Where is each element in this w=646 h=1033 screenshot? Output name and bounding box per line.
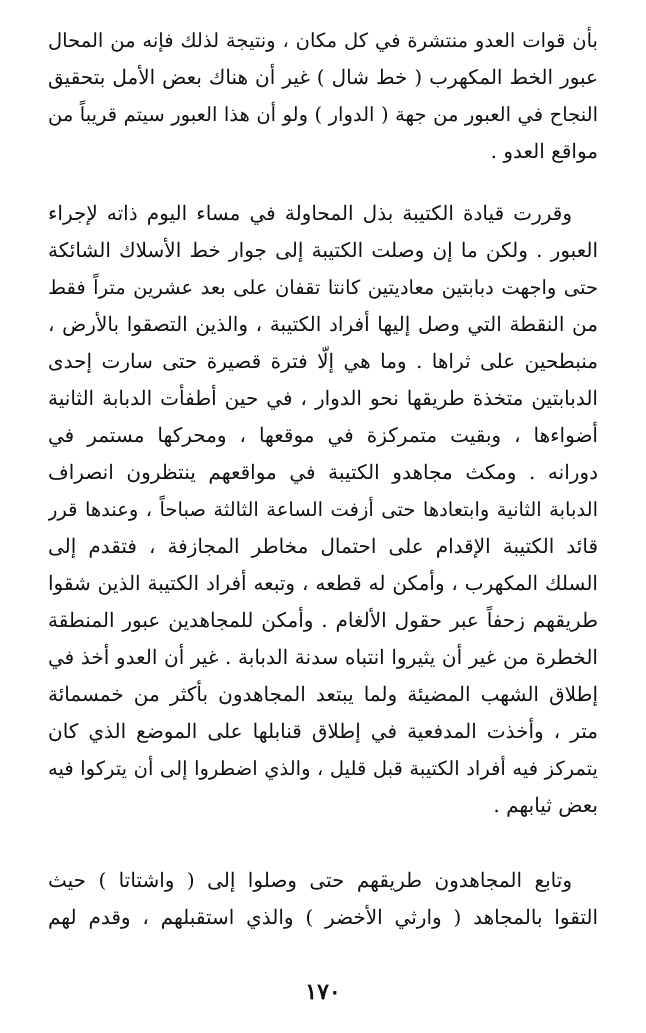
text-line: طريقهم زحفاً عبر حقول الألغام . وأمكن للمجاهدين عبور المنطقة	[48, 608, 598, 632]
text-line: وقررت قيادة الكتيبة بذل المحاولة في مساء اليوم ذاته لإجراء	[48, 201, 572, 225]
text-line: مواقع العدو .	[490, 139, 598, 163]
text-line: من النقطة التي وصل إليها أفراد الكتيبة ، والذين التصقوا بالأرض ،	[48, 312, 598, 336]
text-line: العبور . ولكن ما إن وصلت الكتيبة إلى جوار خط الأسلاك الشائكة	[48, 238, 598, 262]
text-line: يتمركز فيه أفراد الكتيبة قبل قليل ، والذي اضطروا إلى أن يتركوا فيه	[48, 757, 598, 780]
text-line: الدبابتين متخذة طريقها نحو الدوار ، في حين أطفأت الدبابة الثانية	[48, 386, 598, 410]
paragraph-3	[48, 862, 598, 936]
text-line: قائد الكتيبة الإقدام على احتمال مخاطر المجازفة ، فتقدم إلى	[48, 534, 598, 558]
text-line: التقوا بالمجاهد ( وارثي الأخضر ) والذي استقبلهم ، وقدم لهم	[48, 905, 598, 929]
text-line: النجاح في العبور من جهة ( الدوار ) ولو أن هذا العبور سيتم قريباً من	[48, 103, 598, 126]
text-line: بعض ثيابهم .	[493, 793, 598, 817]
text-line: حتى واجهت دبابتين معاديتين كانتا تقفان على بعد عشرين متراً فقط	[48, 276, 598, 299]
paragraph-2	[48, 195, 598, 824]
text-line: منبطحين على ثراها . وما هي إلّا فترة قصيرة حتى سارت إحدى	[48, 349, 598, 373]
text-line: متر ، وأخذت المدفعية في إطلاق قنابلها على الموضع الذي كان	[48, 719, 598, 743]
text-line: السلك المكهرب ، وأمكن له قطعه ، وتبعه أفراد الكتيبة الذين شقوا	[48, 571, 598, 595]
text-line: عبور الخط المكهرب ( خط شال ) غير أن هناك بعض الأمل بتحقيق	[48, 65, 598, 89]
paragraph-1	[48, 22, 598, 170]
text-line: إطلاق الشهب المضيئة ولما يبتعد المجاهدون بأكثر من خمسمائة	[48, 682, 598, 706]
text-line: وتابع المجاهدون طريقهم حتى وصلوا إلى ( واشتاتا ) حيث	[48, 868, 572, 892]
page-number: ١٧٠	[305, 979, 341, 1005]
book-page	[48, 0, 598, 1033]
text-line: أضواءها ، وبقيت متمركزة في موقعها ، ومحركها مستمر في	[48, 423, 598, 447]
text-line: الخطرة من غير أن يثيروا انتباه سدنة الدبابة . غير أن العدو أخذ في	[48, 645, 598, 669]
text-line: دورانه . ومكث مجاهدو الكتيبة في مواقعهم ينتظرون انصراف	[48, 460, 598, 484]
text-line: الدبابة الثانية وابتعادها حتى أزفت الساعة الثالثة صباحاً ، وعندها قرر	[48, 498, 598, 521]
text-line: بأن قوات العدو منتشرة في كل مكان ، ونتيجة لذلك فإنه من المحال	[48, 29, 598, 52]
